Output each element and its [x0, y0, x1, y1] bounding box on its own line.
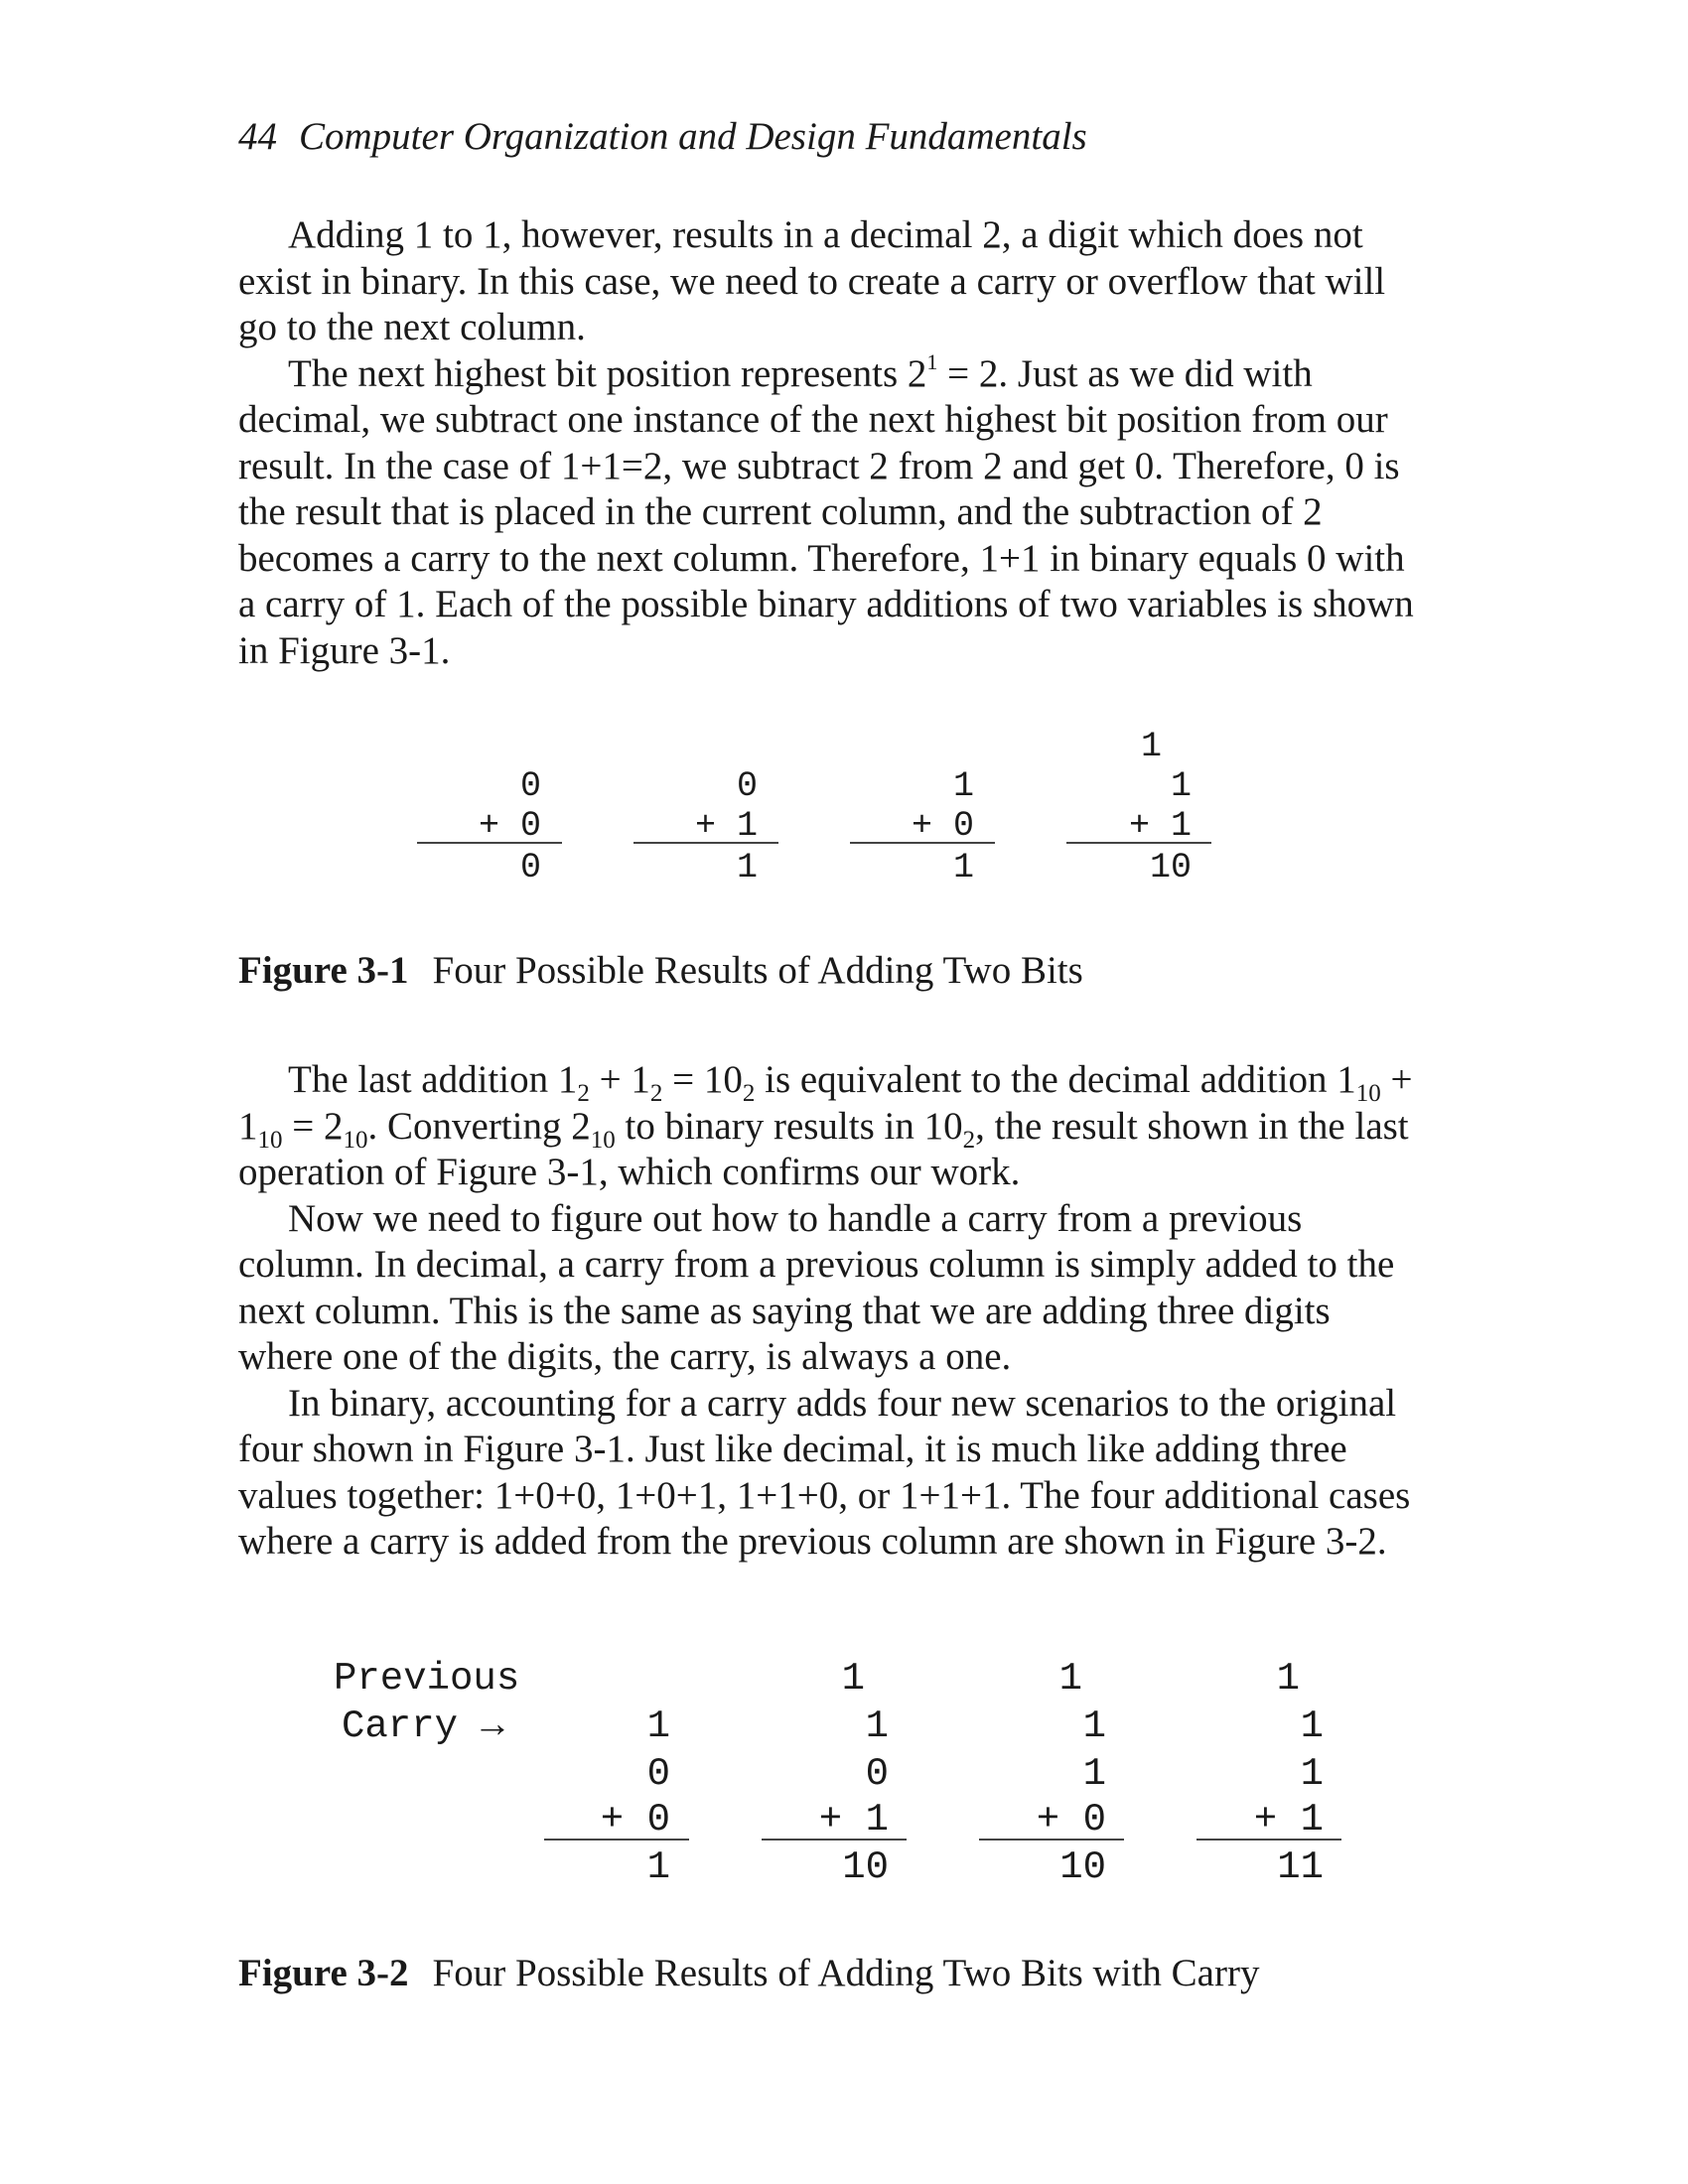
addend-bottom: + 0 [911, 806, 974, 846]
previous-carry: 1 [865, 1705, 889, 1748]
caption-text: Four Possible Results of Adding Two Bits [432, 949, 1083, 992]
carry-digit: 1 [841, 1657, 865, 1701]
addend-bottom: + 0 [1036, 1798, 1106, 1842]
sum-result: 11 [1277, 1845, 1324, 1889]
addend-top: 0 [736, 766, 758, 806]
previous-label: Previous [334, 1657, 520, 1701]
addend-bottom: + 1 [818, 1798, 889, 1842]
sum-rule [1066, 842, 1211, 844]
addend-top: 0 [865, 1752, 889, 1796]
previous-carry: 1 [1082, 1705, 1106, 1748]
addend-bottom: + 0 [478, 806, 541, 846]
addend-top: 0 [519, 766, 541, 806]
sum-result: 10 [842, 1845, 889, 1889]
page-number: 44 [238, 115, 277, 158]
sum-rule [850, 842, 995, 844]
paragraph-1: Adding 1 to 1, however, results in a decimal 2, a digit which does not exist in binary. In this case, we need to create a carry or overflow that will go to the next column. [238, 213, 1386, 348]
body-text-top [238, 212, 1430, 674]
sum-result: 1 [952, 848, 974, 887]
caption-label: Figure 3-2 [238, 1952, 409, 1994]
addend-top: 1 [1300, 1752, 1324, 1796]
sum-rule [633, 842, 778, 844]
caption-label: Figure 3-1 [238, 949, 409, 992]
sum-result: 1 [736, 848, 758, 887]
sum-rule [544, 1839, 689, 1841]
caption-text: Four Possible Results of Adding Two Bits with Carry [432, 1952, 1260, 1994]
running-header [238, 117, 1087, 156]
sum-result: 10 [1149, 848, 1192, 887]
carry-digit: 1 [1140, 727, 1162, 766]
carry-arrow-label: Carry → [342, 1705, 504, 1748]
carry-digit: 1 [1276, 1657, 1300, 1701]
sum-rule [762, 1839, 907, 1841]
sum-result: 1 [646, 1845, 670, 1889]
paragraph-5: In binary, accounting for a carry adds four new scenarios to the original four shown in Figure 3-1. Just like decimal, it is much like adding three values together: 1+0+0, 1+0+1, 1+1+0, or 1+1+1. The four additional cases where a carry is added from the previous column are shown in Figure 3-2. [238, 1381, 1411, 1563]
addend-top: 1 [952, 766, 974, 806]
figure-3-1-caption [238, 951, 1083, 990]
addend-top: 1 [1170, 766, 1192, 806]
previous-carry: 1 [1300, 1705, 1324, 1748]
sum-rule [1196, 1839, 1341, 1841]
sum-rule [979, 1839, 1124, 1841]
addend-bottom: + 1 [1253, 1798, 1324, 1842]
addend-bottom: + 0 [600, 1798, 670, 1842]
paragraph-4: Now we need to figure out how to handle a carry from a previous column. In decimal, a carry from a previous column is simply added to the next column. This is the same as saying that we are adding three digits where one of the digits, the carry, is always a one. [238, 1196, 1395, 1378]
body-text-bottom [238, 1057, 1430, 1566]
sum-rule [417, 842, 562, 844]
paragraph-3: The last addition $1_2 + 1_2 = 10_2$ is equivalent to the decimal addition $1_{10} + 1_{10} = 2_{10}$. Converting $2_{10}$ to binary results in $10_2$, the result shown in the last operation of Figure 3-1, which confirms our work. [238, 1058, 1413, 1193]
addend-bottom: + 1 [694, 806, 758, 846]
carry-digit: 1 [1058, 1657, 1082, 1701]
addend-bottom: + 1 [1128, 806, 1192, 846]
addend-top: 1 [1082, 1752, 1106, 1796]
addend-top: 0 [646, 1752, 670, 1796]
sum-result: 0 [519, 848, 541, 887]
figure-3-2-caption [238, 1954, 1259, 1992]
paragraph-2: The next highest bit position represents $2^1 = 2$. Just as we did with decimal, we subtract one instance of the next highest bit position from our result. In the case of 1+1=2, we subtract 2 from 2 and get 0. Therefore, 0 is the result that is placed in the current column, and the subtraction of 2 becomes a carry to the next column. Therefore, 1+1 in binary equals 0 with a carry of 1. Each of the possible binary additions of two variables is shown in Figure 3-1. [238, 348, 1414, 672]
sum-result: 10 [1059, 1845, 1106, 1889]
previous-carry: 1 [646, 1705, 670, 1748]
book-title: Computer Organization and Design Fundamentals [299, 115, 1087, 158]
